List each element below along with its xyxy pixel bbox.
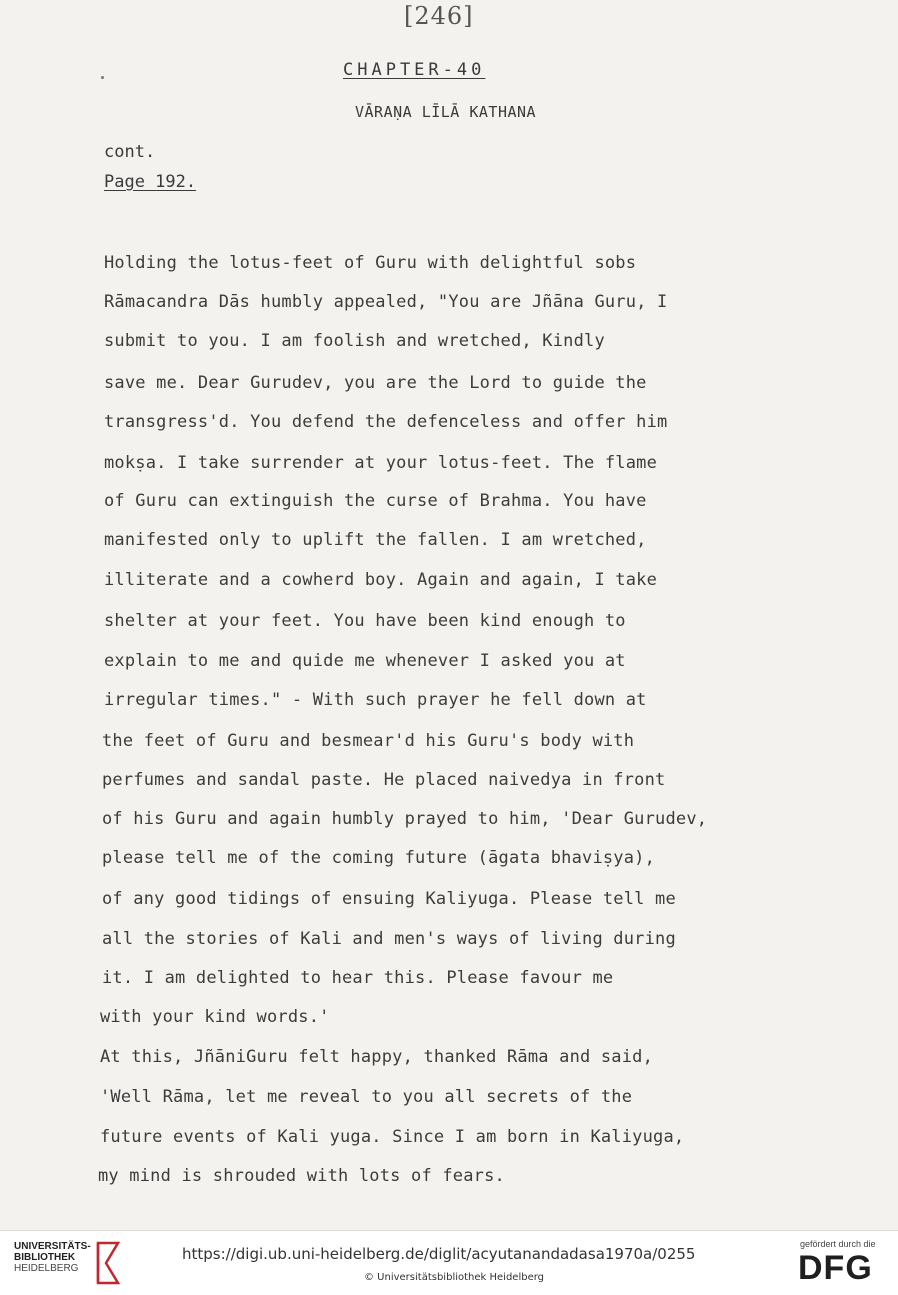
text-line: the feet of Guru and besmear'd his Guru's body with <box>102 731 635 751</box>
text-line: of his Guru and again humbly prayed to him, 'Dear Gurudev, <box>102 809 708 829</box>
text-line: Holding the lotus-feet of Guru with delightful sobs <box>104 253 637 273</box>
text-line: save me. Dear Gurudev, you are the Lord to guide the <box>104 373 647 393</box>
text-line: illiterate and a cowherd boy. Again and again, I take <box>104 570 658 590</box>
text-line: submit to you. I am foolish and wretched, Kindly <box>104 331 605 351</box>
text-line: of Guru can extinguish the curse of Brahma. You have <box>104 491 647 511</box>
permalink-url[interactable]: https://digi.ub.uni-heidelberg.de/diglit/acyutanandadasa1970a/0255 <box>182 1245 696 1263</box>
text-line: At this, JñāniGuru felt happy, thanked Rāma and said, <box>100 1047 654 1067</box>
text-line: my mind is shrouded with lots of fears. <box>98 1166 505 1186</box>
logo-text-line: BIBLIOTHEK <box>14 1252 76 1263</box>
text-line: all the stories of Kali and men's ways of living during <box>102 929 676 949</box>
text-line: perfumes and sandal paste. He placed naivedya in front <box>102 770 666 790</box>
text-line: Rāmacandra Dās humbly appealed, "You are Jñāna Guru, I <box>104 292 668 312</box>
text-line: irregular times." - With such prayer he fell down at <box>104 690 647 710</box>
funding-note: gefördert durch die <box>800 1239 876 1249</box>
text-line: with your kind words.' <box>100 1007 330 1027</box>
text-line: manifested only to uplift the fallen. I am wretched, <box>104 530 647 550</box>
text-line: transgress'd. You defend the defenceless and offer him <box>104 412 668 432</box>
page-reference-number: [246] <box>404 2 474 30</box>
text-line: of any good tidings of ensuing Kaliyuga. Please tell me <box>102 889 676 909</box>
text-line: please tell me of the coming future (āgata bhaviṣya), <box>102 848 656 868</box>
text-line: shelter at your feet. You have been kind enough to <box>104 611 626 631</box>
margin-mark <box>101 76 104 79</box>
viewer-footer <box>0 1230 898 1295</box>
university-library-logo <box>14 1241 91 1274</box>
library-emblem-icon <box>92 1239 124 1287</box>
logo-text-line: HEIDELBERG <box>14 1263 79 1274</box>
dfg-logo: DFG <box>798 1249 873 1287</box>
continued-note: cont. <box>104 142 156 162</box>
text-line: mokṣa. I take surrender at your lotus-feet. The flame <box>104 453 658 473</box>
chapter-title: CHAPTER-40 <box>343 60 486 80</box>
text-line: 'Well Rāma, let me reveal to you all secrets of the <box>100 1087 633 1107</box>
text-line: explain to me and quide me whenever I asked you at <box>104 651 626 671</box>
copyright-notice: © Universitätsbibliothek Heidelberg <box>364 1272 545 1283</box>
page-reference: Page 192. <box>104 172 197 192</box>
text-line: future events of Kali yuga. Since I am born in Kaliyuga, <box>100 1127 685 1147</box>
chapter-subtitle: VĀRAṆA LĪLĀ KATHANA <box>355 103 537 121</box>
logo-text-line: UNIVERSITÄTS- <box>14 1241 91 1252</box>
text-line: it. I am delighted to hear this. Please favour me <box>102 968 614 988</box>
